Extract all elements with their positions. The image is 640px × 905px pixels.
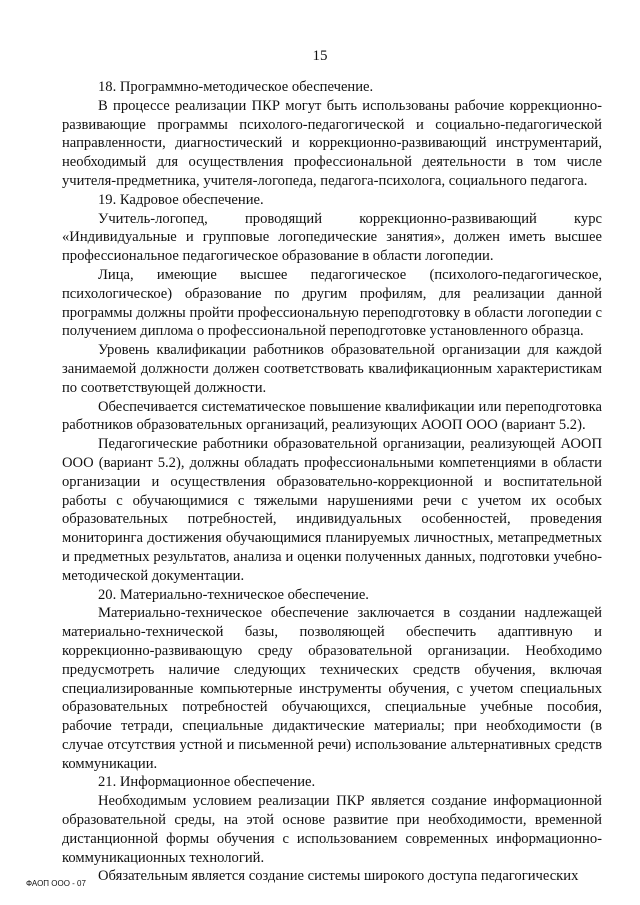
page-footer: ФАОП ООО - 07	[26, 879, 86, 888]
document-body	[62, 78, 602, 886]
section-heading-18: 18. Программно-методическое обеспечение.	[98, 79, 374, 95]
paragraph: В процессе реализации ПКР могут быть использованы рабочие коррекционно-развивающие программы психолого-педагогической и социально-педагогической направленности, диагностический и коррекционно-развивающий инструментарий, необходимый для осуществления профессиональной деятельности в том числе учителя-предметника, учителя-логопеда, педагога-психолога, социального педагога.	[62, 97, 602, 189]
paragraph: Педагогические работники образовательной организации, реализующей АООП ООО (вариант 5.2), должны обладать профессиональными компетенциями в области организации и осуществления образовательно-коррекционной и воспитательной работы с обучающимися с тяжелыми нарушениями речи с учетом их особых образовательных потребностей, индивидуальных особенностей, проведения мониторинга достижения обучающимися планируемых личностных, метапредметных и предметных результатов, анализа и оценки полученных данных, подготовки учебно-методической документации.	[62, 436, 602, 584]
page-number: 15	[312, 48, 328, 64]
paragraph: Материально-техническое обеспечение заключается в создании надлежащей материально-технической базы, позволяющей обеспечить адаптивную и коррекционно-развивающую среду образовательной организации. Необходимо предусмотреть наличие следующих технических средств обучения, включая специализированные компьютерные инструменты обучения, с учетом специальных образовательных потребностей обучающихся, специальные учебные пособия, рабочие тетради, специальные дидактические материалы; при необходимости (в случае отсутствия устной и письменной речи) использование альтернативных средств коммуникации.	[62, 605, 602, 772]
paragraph: Обеспечивается систематическое повышение квалификации или переподготовка работников образовательных организаций, реализующих АООП ООО (вариант 5.2).	[62, 398, 602, 434]
paragraph: Необходимым условием реализации ПКР является создание информационной образовательной среды, на этой основе развитие при необходимости, временной дистанционной формы обучения с использованием современных информационно-коммуникационных технологий.	[62, 793, 602, 866]
paragraph: Уровень квалификации работников образовательной организации для каждой занимаемой должности должен соответствовать квалификационным характеристикам по соответствующей должности.	[62, 342, 602, 396]
section-heading-20: 20. Материально-техническое обеспечение.	[98, 586, 369, 603]
paragraph: Учитель-логопед, проводящий коррекционно-развивающий курс «Индивидуальные и групповые логопедические занятия», должен иметь высшее профессиональное педагогическое образование в области логопедии.	[62, 210, 602, 265]
paragraph: Обязательным является создание системы широкого доступа педагогических	[98, 868, 579, 885]
section-heading-19: 19. Кадровое обеспечение.	[98, 191, 264, 208]
paragraph: Лица, имеющие высшее педагогическое (психолого-педагогическое, психологическое) образование по другим профилям, для реализации данной программы должны пройти профессиональную переподготовку в области логопедии с получением диплома о профессиональной переподготовке установленного образца.	[62, 266, 602, 340]
section-heading-21: 21. Информационное обеспечение.	[98, 774, 316, 791]
